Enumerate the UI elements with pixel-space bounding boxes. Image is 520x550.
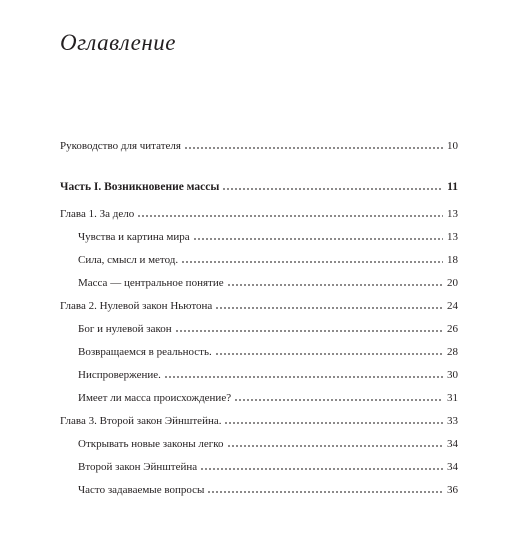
toc-entry-label: Имеет ли масса происхождение? [78,392,232,404]
toc-entry-label: Бог и нулевой закон [78,323,172,335]
dot-leader [227,435,443,447]
toc-entry-page: 13 [447,208,458,220]
toc-section-entry[interactable] [60,366,458,382]
dot-leader [200,458,443,470]
dot-leader [175,320,443,332]
toc-entry-label: Глава 1. За дело [60,208,135,220]
page-title: Оглавление [60,30,177,55]
toc-entry-label: Глава 3. Второй закон Эйнштейна. [60,415,222,427]
toc-chapter-entry[interactable] [60,297,458,313]
toc-entry-label: Ниспровержение. [78,369,161,381]
dot-leader [137,205,443,217]
dot-leader [227,274,443,286]
toc-entry[interactable] [60,137,458,153]
toc-section-entry[interactable] [60,343,458,359]
toc-part-entry[interactable] [60,178,458,194]
toc-entry-page: 34 [447,438,458,450]
toc-entry-page: 13 [447,231,458,243]
toc-section-entry[interactable] [60,389,458,405]
toc-entry-label: Сила, смысл и метод. [78,254,179,266]
toc-entry-label: Руководство для читателя [60,140,181,152]
toc-section-entry[interactable] [60,274,458,290]
toc-entry-label: Глава 2. Нулевой закон Ньютона [60,300,213,312]
toc-entry-page: 10 [447,140,458,152]
toc-section-entry[interactable] [60,228,458,244]
dot-leader [184,137,443,149]
toc-entry-page: 18 [447,254,458,266]
dot-leader [215,297,443,309]
toc-entry-page: 36 [447,484,458,496]
toc-section-entry[interactable] [60,320,458,336]
dot-leader [215,343,443,355]
toc-entry-page: 11 [447,181,458,193]
toc-entry-label: Часто задаваемые вопросы [78,484,205,496]
toc-entry-page: 31 [447,392,458,404]
toc-entry-page: 20 [447,277,458,289]
dot-leader [234,389,443,401]
toc-entry-label: Открывать новые законы легко [78,438,224,450]
toc-section-entry[interactable] [60,481,458,497]
toc-chapter-entry[interactable] [60,412,458,428]
toc-entry-page: 33 [447,415,458,427]
dot-leader [181,251,443,263]
toc-entry-label: Часть I. Возникновение массы [60,181,220,193]
toc-entry-page: 28 [447,346,458,358]
toc-entry-page: 30 [447,369,458,381]
dot-leader [164,366,443,378]
dot-leader [222,178,443,190]
toc-section-entry[interactable] [60,251,458,267]
toc-entry-label: Масса — центральное понятие [78,277,224,289]
toc-entry-label: Чувства и картина мира [78,231,190,243]
toc-entry-page: 24 [447,300,458,312]
toc-entry-page: 34 [447,461,458,473]
toc-entry-label: Второй закон Эйнштейна [78,461,198,473]
toc-entry-label: Возвращаемся в реальность. [78,346,212,358]
toc-section-entry[interactable] [60,458,458,474]
toc-section-entry[interactable] [60,435,458,451]
dot-leader [193,228,443,240]
toc-entry-page: 26 [447,323,458,335]
dot-leader [207,481,443,493]
dot-leader [224,412,443,424]
toc-chapter-entry[interactable] [60,205,458,221]
